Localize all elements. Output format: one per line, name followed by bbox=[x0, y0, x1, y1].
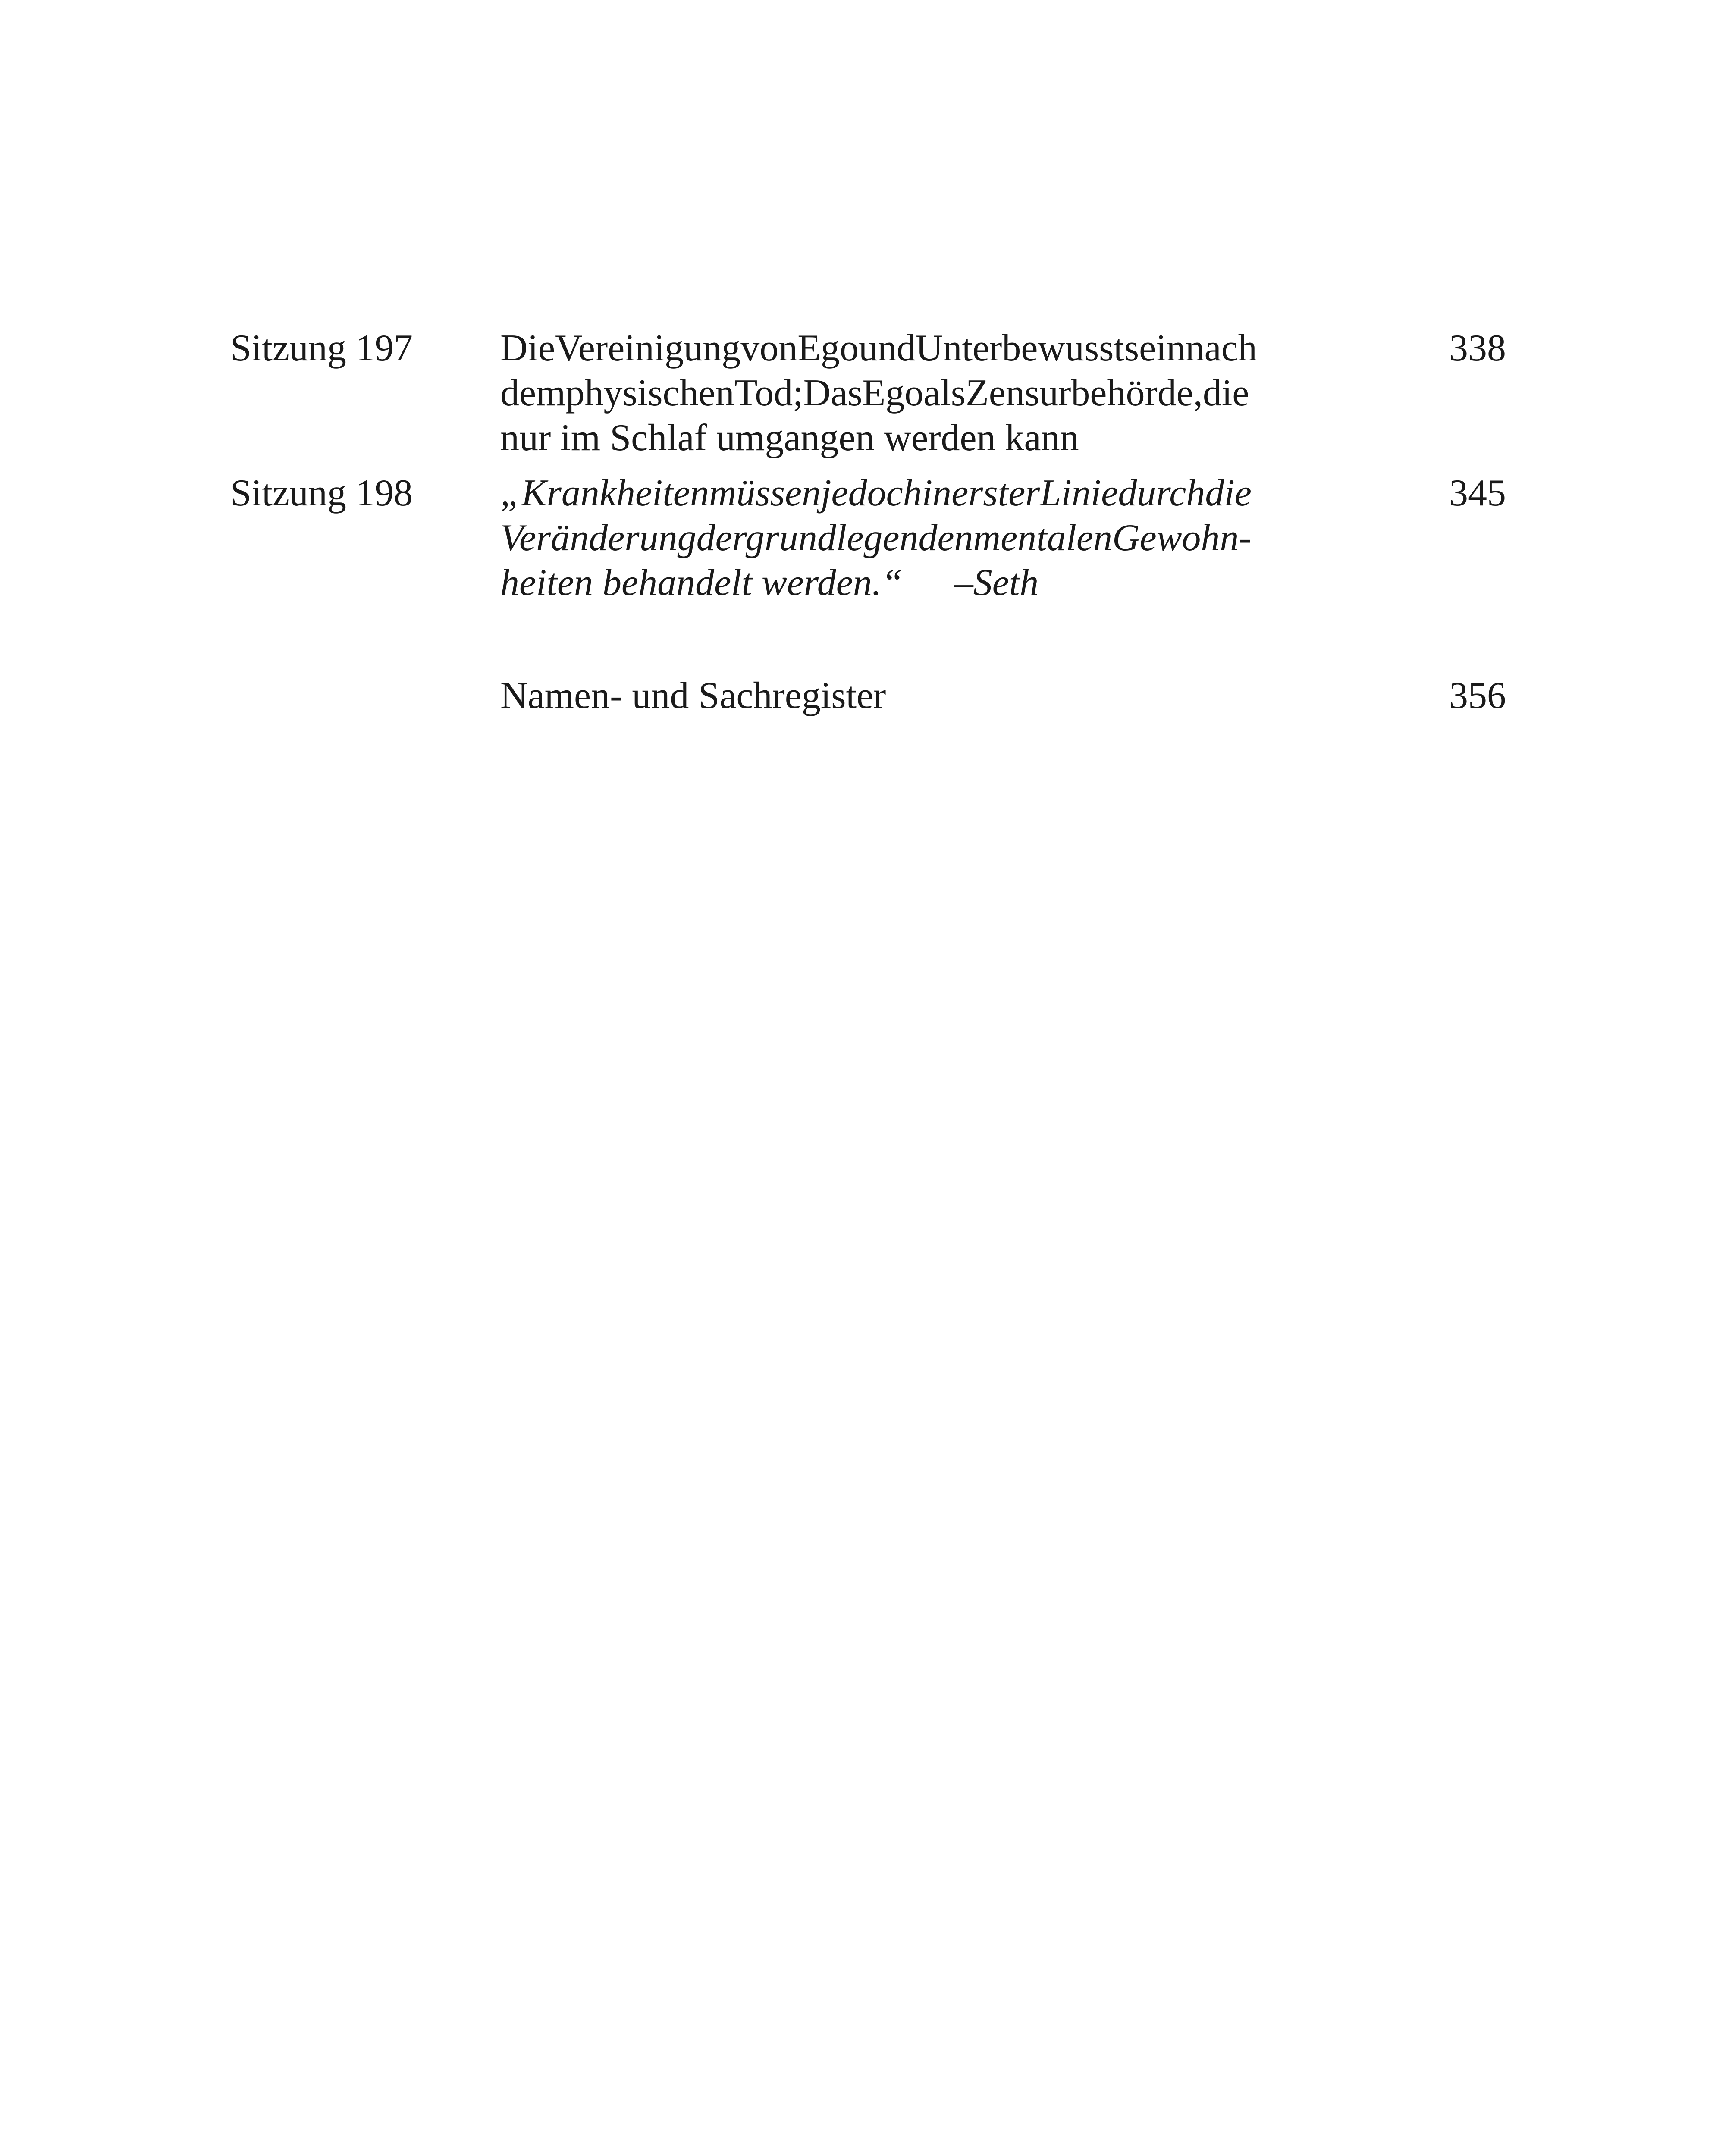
page-number: 345 bbox=[1449, 472, 1506, 514]
page-number: 356 bbox=[1449, 675, 1506, 717]
entry-description bbox=[500, 326, 1298, 461]
entry-quote bbox=[500, 471, 1298, 605]
quote-line-2: VeränderungdergrundlegendenmentalenGewohn- bbox=[500, 517, 1252, 559]
quote-author: –Seth bbox=[954, 562, 1039, 604]
quote-line-1: „KrankheitenmüssenjedochinersterLiniedurchdie bbox=[500, 472, 1252, 514]
description-line-3: nur im Schlaf umgangen werden kann bbox=[500, 417, 1079, 459]
quote-line-3: heiten behandelt werden.“ bbox=[500, 562, 903, 604]
page-number: 338 bbox=[1449, 327, 1506, 369]
register-label: Namen- und Sachregister bbox=[500, 675, 886, 717]
toc-entry-sitzung-198 bbox=[0, 471, 1732, 609]
quote-line-3-wrapper bbox=[500, 561, 1298, 605]
toc-entry-sitzung-197 bbox=[0, 326, 1732, 464]
session-label: Sitzung 197 bbox=[230, 327, 413, 369]
description-line-1: DieVereinigungvonEgoundUnterbewusstseinnach bbox=[500, 327, 1257, 369]
description-line-2: demphysischenTod;DasEgoalsZensurbehörde,die bbox=[500, 372, 1249, 414]
session-label: Sitzung 198 bbox=[230, 472, 413, 514]
toc-entry-register bbox=[0, 674, 1732, 725]
